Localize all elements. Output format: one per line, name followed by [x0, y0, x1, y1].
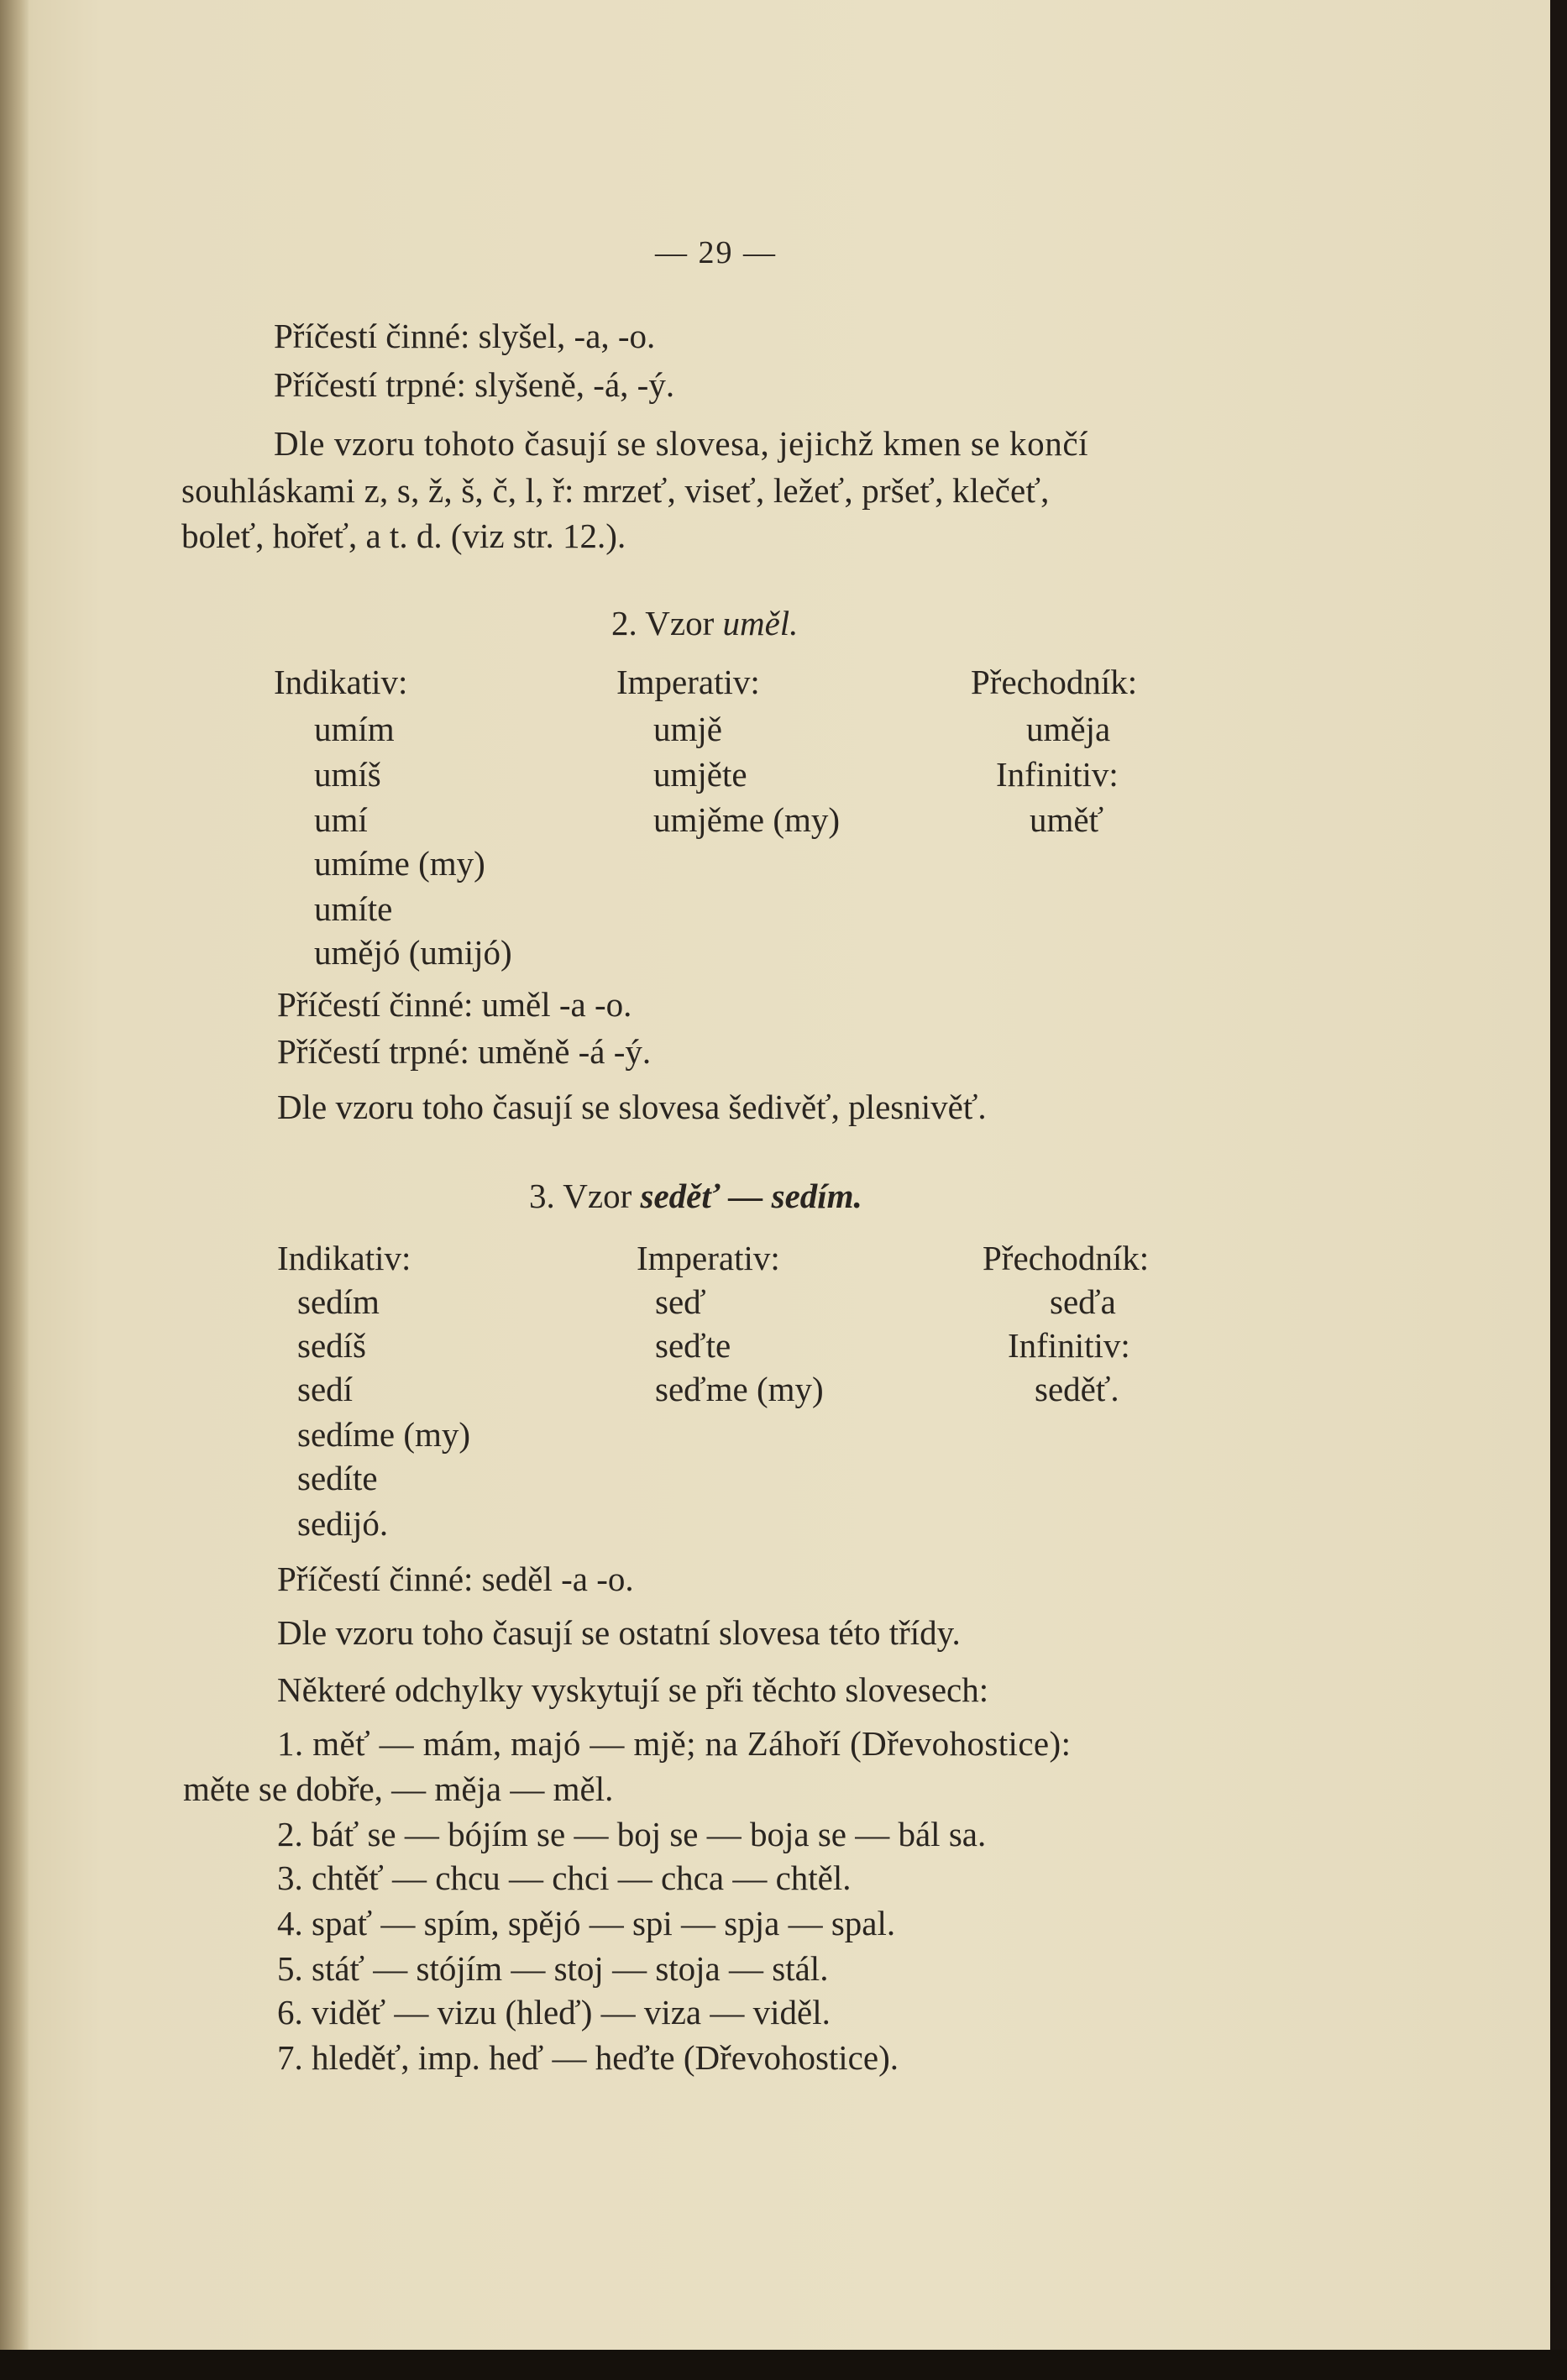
vzor3-imperativ-3: seďme (my) — [655, 1370, 824, 1408]
vzor2-prechodnik: uměja — [1026, 710, 1111, 748]
vzor2-indikativ-6: umějó (umijó) — [314, 933, 512, 972]
vzor3-infinitiv: seděť. — [1035, 1370, 1119, 1408]
vzor2-heading — [611, 606, 798, 641]
vzor2-imperativ-3: umjěme (my) — [653, 800, 841, 839]
vzor3-note: Dle vzoru toho časují se ostatní slovesa této třídy. — [277, 1613, 961, 1652]
vzor2-indikativ-3: umí — [314, 800, 368, 839]
vzor2-infinitiv-label: Infinitiv: — [996, 755, 1119, 794]
vzor3-prechodnik-label: Přechodník: — [983, 1239, 1150, 1277]
intro-line-4: souhláskami z, s, ž, š, č, l, ř: mrzeť, viseť, ležeť, pršeť, klečeť, — [181, 471, 1050, 510]
odchylka-4: 4. spať — spím, spějó — spi — spja — spal. — [277, 1904, 896, 1942]
vzor3-indikativ-4: sedíme (my) — [297, 1415, 471, 1454]
vzor2-infinitiv: uměť — [1030, 800, 1104, 839]
odchylka-3: 3. chtěť — chcu — chci — chca — chtěl. — [277, 1858, 852, 1897]
vzor2-pricesti-trpne: Příčestí trpné: uměně -á -ý. — [277, 1032, 652, 1071]
vzor3-indikativ-2: sedíš — [297, 1326, 366, 1365]
intro-line-1: Příčestí činné: slyšel, -a, -o. — [274, 317, 656, 355]
vzor3-imperativ-label: Imperativ: — [637, 1239, 780, 1277]
vzor3-indikativ-6: sedijó. — [297, 1504, 389, 1543]
vzor2-heading-word: uměl. — [722, 604, 799, 642]
odchylka-1: 1. měť — mám, majó — mjě; na Záhoří (Dřevohostice): — [277, 1724, 1072, 1763]
vzor3-imperativ-2: seďte — [655, 1326, 731, 1365]
intro-line-5: boleť, hořeť, a t. d. (viz str. 12.). — [181, 516, 626, 555]
vzor2-pricesti-cinne: Příčestí činné: uměl -a -o. — [277, 985, 632, 1024]
vzor2-indikativ-1: umím — [314, 710, 395, 748]
vzor3-indikativ-1: sedím — [297, 1282, 380, 1321]
odchylka-2: 2. báť se — bójím se — boj se — boja se — bál sa. — [277, 1815, 987, 1853]
vzor2-imperativ-1: umjě — [653, 710, 722, 748]
odchylka-1-cont: měte se dobře, — měja — měl. — [183, 1769, 614, 1808]
vzor2-imperativ-label: Imperativ: — [616, 663, 760, 701]
vzor3-heading-word: seděť — sedím. — [640, 1177, 862, 1215]
intro-line-3: Dle vzoru tohoto časují se slovesa, jejichž kmen se končí — [274, 424, 1089, 463]
vzor2-note: Dle vzoru toho časují se slovesa šedivěť, plesnivěť. — [277, 1088, 987, 1126]
vzor3-heading — [529, 1179, 862, 1214]
vzor3-heading-prefix: 3. Vzor — [529, 1177, 632, 1215]
odchylka-5: 5. stáť — stójím — stoj — stoja — stál. — [277, 1949, 829, 1988]
scan-right-edge — [1550, 0, 1567, 2380]
vzor2-heading-prefix: 2. Vzor — [611, 604, 715, 642]
vzor2-indikativ-2: umíš — [314, 755, 381, 794]
intro-line-2: Příčestí trpné: slyšeně, -á, -ý. — [274, 365, 675, 404]
vzor3-indikativ-5: sedíte — [297, 1459, 378, 1497]
odchylka-6: 6. viděť — vizu (hleď) — viza — viděl. — [277, 1993, 831, 2031]
vzor3-infinitiv-label: Infinitiv: — [1008, 1326, 1130, 1365]
vzor3-imperativ-1: seď — [655, 1282, 706, 1321]
odchylky-intro: Některé odchylky vyskytují se při těchto slovesech: — [277, 1670, 989, 1709]
vzor3-pricesti-cinne: Příčestí činné: seděl -a -o. — [277, 1560, 634, 1598]
vzor2-indikativ-4: umíme (my) — [314, 844, 485, 883]
vzor3-indikativ-3: sedí — [297, 1370, 354, 1408]
vzor2-imperativ-2: umjěte — [653, 755, 747, 794]
vzor2-indikativ-label: Indikativ: — [274, 663, 408, 701]
odchylka-7: 7. hleděť, imp. heď — heďte (Dřevohostice). — [277, 2038, 899, 2077]
vzor2-prechodnik-label: Přechodník: — [971, 663, 1138, 701]
scan-bottom-edge — [0, 2350, 1567, 2380]
page-number: — 29 — — [655, 235, 777, 270]
vzor3-prechodnik: seďa — [1050, 1282, 1116, 1321]
vzor3-indikativ-label: Indikativ: — [277, 1239, 411, 1277]
book-gutter — [0, 0, 29, 2380]
vzor2-indikativ-5: umíte — [314, 889, 393, 928]
